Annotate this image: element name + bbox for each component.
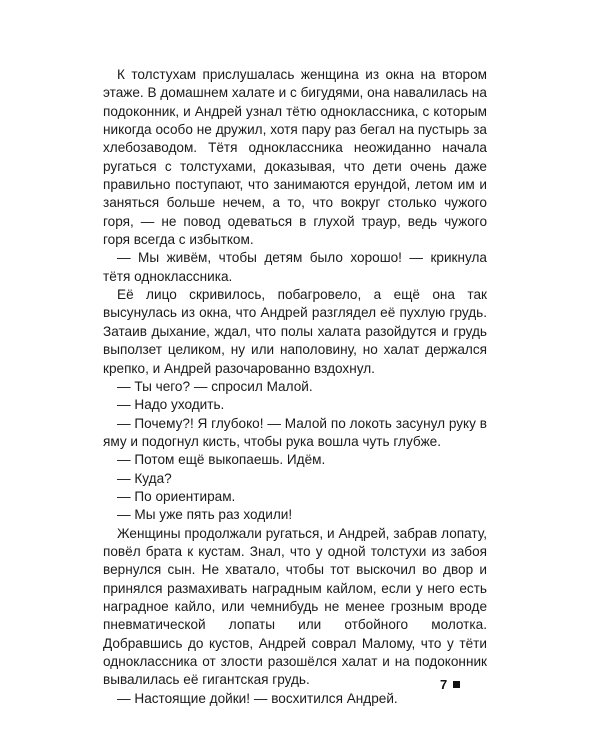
- paragraph: — Куда?: [117, 470, 172, 486]
- page-number-value: 7: [440, 677, 448, 692]
- body-text: [103, 66, 487, 708]
- paragraph: — Мы уже пять раз ходили!: [117, 507, 293, 523]
- paragraph: К толстухам прислушалась женщина из окна на втором этаже. В домашнем халате и с бигудями, она навалилась на подоконник, и Андрей узнал тётю одноклассника, с которым никогда особо не дружил, хотя пару раз бегал на пустырь за хлебозаводом. Тётя одноклассника неожиданно начала ругаться с толстухами, доказывая, что дети очень даже правильно поступают, что занимаются ерундой, летом им и заняться больше нечем, а то, что вокруг столько чужого горя, — не повод одеваться в глухой траур, ведь чужого горя всегда с избытком.: [103, 67, 487, 248]
- paragraph: — Настоящие дойки! — восхитился Андрей.: [117, 690, 398, 706]
- paragraph: — Потом ещё выкопаешь. Идём.: [117, 452, 326, 468]
- paragraph: — Мы живём, чтобы детям было хорошо! — крикнула тётя одноклассника.: [103, 250, 487, 284]
- paragraph: Женщины продолжали ругаться, и Андрей, забрав лопату, повёл брата к кустам. Знал, что у одной толстухи из забоя вернулся сын. Не хватало, чтобы тот выскочил во двор и принялся размахивать наградным кайлом, если у него есть наградное кайло, или чемнибудь не менее грозным вроде пневматической лопаты или отбойного молотка. Добравшись до кустов, Андрей соврал Малому, что у тёти одноклассника от злости разошёлся халат и на подоконник вывалилась её гигантская грудь.: [103, 525, 487, 688]
- page-marker-square-icon: [453, 681, 460, 688]
- paragraph: — Почему?! Я глубоко! — Малой по локоть засунул руку в яму и подогнул кисть, чтобы рука вошла чуть глубже.: [103, 415, 487, 449]
- paragraph: — Надо уходить.: [117, 397, 225, 413]
- paragraph: Её лицо скривилось, побагровело, а ещё она так высунулась из окна, что Андрей разглядел её пухлую грудь. Затаив дыхание, ждал, что полы халата разойдутся и грудь выползет целиком, ну или наполовину, но халат держался крепко, и Андрей разочарованно вздохнул.: [103, 287, 487, 376]
- page-number: [440, 677, 460, 692]
- paragraph: — По ориентирам.: [117, 488, 236, 504]
- paragraph: — Ты чего? — спросил Малой.: [117, 378, 313, 394]
